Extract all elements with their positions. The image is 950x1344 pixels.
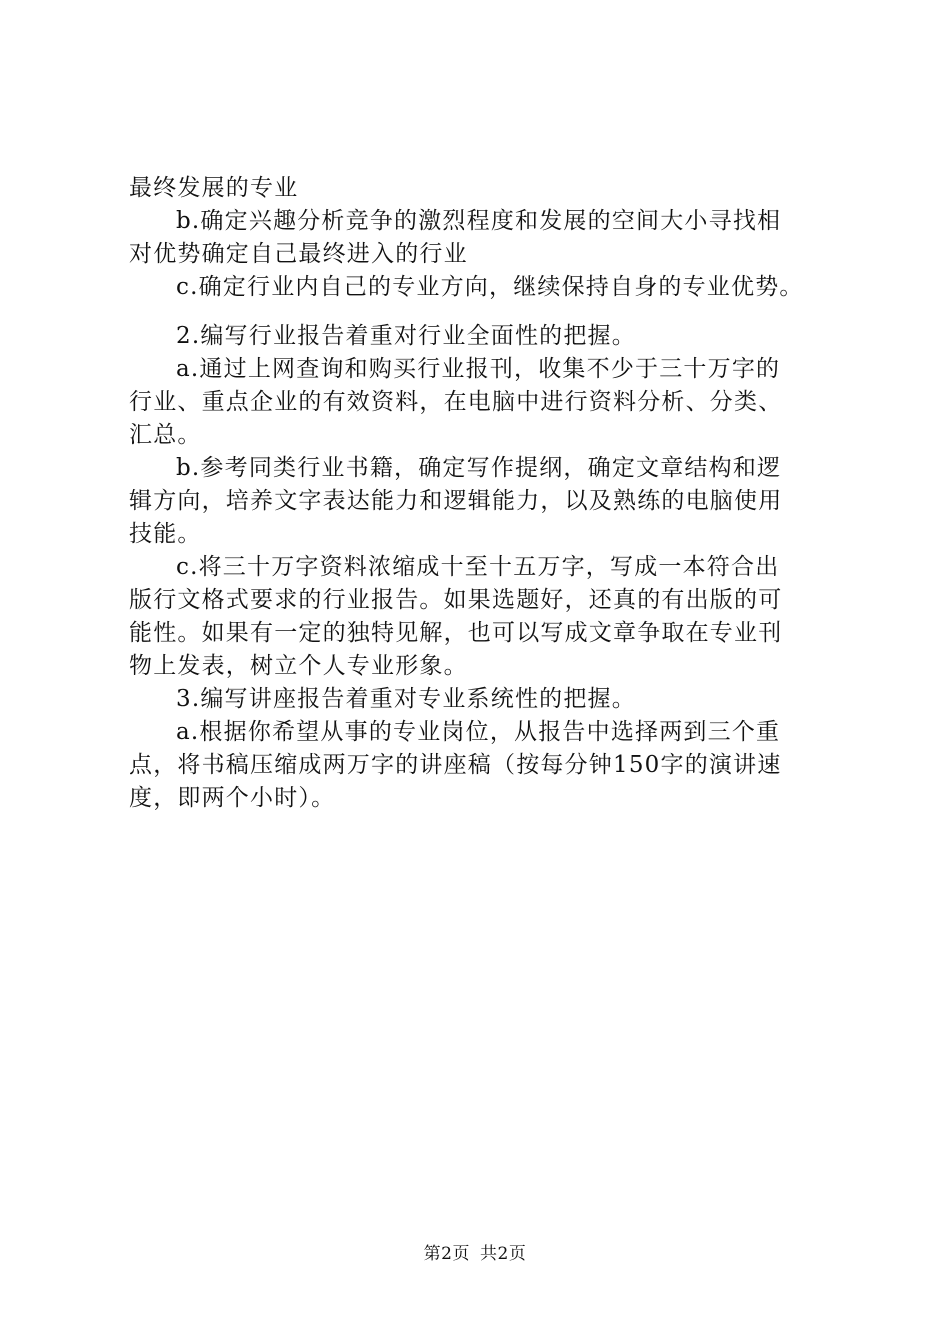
body-line: 技能。 [129,521,202,547]
body-line: 汇总。 [129,422,202,448]
body-line: 点，将书稿压缩成两万字的讲座稿（按每分钟150字的演讲速 [129,752,782,778]
section-heading: 2.编写行业报告着重对行业全面性的把握。 [176,323,636,349]
body-line: b.确定兴趣分析竞争的激烈程度和发展的空间大小寻找相 [176,208,782,234]
body-line: 版行文格式要求的行业报告。如果选题好，还真的有出版的可 [129,587,783,613]
body-line: a.根据你希望从事的专业岗位，从报告中选择两到三个重 [176,719,781,745]
document-body [129,172,849,815]
body-line: 物上发表，树立个人专业形象。 [129,653,468,679]
body-line: 辑方向，培养文字表达能力和逻辑能力，以及熟练的电脑使用 [129,488,783,514]
page-number: 第2页 [423,1244,470,1264]
paragraph-gap [129,304,849,320]
page-footer [0,1244,950,1264]
body-line: 能性。如果有一定的独特见解，也可以写成文章争取在专业刊 [129,620,783,646]
body-line: c.确定行业内自己的专业方向，继续保持自身的专业优势。 [176,274,804,300]
body-line: 行业、重点企业的有效资料，在电脑中进行资料分析、分类、 [129,389,783,415]
body-line: b.参考同类行业书籍，确定写作提纲，确定文章结构和逻 [176,455,782,481]
page-total: 共2页 [480,1244,527,1264]
body-line: c.将三十万字资料浓缩成十至十五万字，写成一本符合出 [176,554,780,580]
body-line: a.通过上网查询和购买行业报刊，收集不少于三十万字的 [176,356,781,382]
body-line: 最终发展的专业 [129,175,299,201]
body-line: 度，即两个小时）。 [129,785,336,811]
section-heading: 3.编写讲座报告着重对专业系统性的把握。 [176,686,636,712]
body-line: 对优势确定自己最终进入的行业 [129,241,468,267]
